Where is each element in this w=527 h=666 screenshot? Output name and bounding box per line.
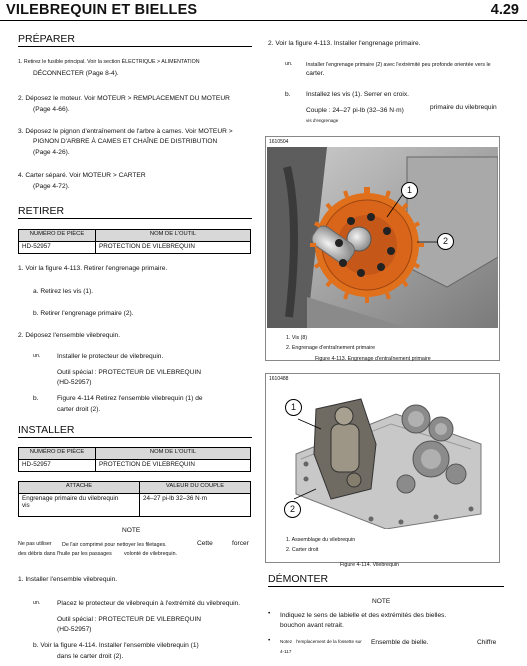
table-cell — [19, 494, 140, 517]
note-text: 4-117 — [280, 649, 292, 654]
table-header: NUMÉRO DE PIÈCE — [19, 448, 96, 460]
figure-legend: 1. Assemblage du vilebrequin — [286, 537, 356, 543]
note-text: Cette — [197, 540, 213, 547]
note-title: NOTE — [372, 598, 391, 605]
section-rule — [18, 437, 252, 438]
install-step-1: 1. Installer l'ensemble vilebrequin. — [18, 576, 118, 583]
section-rule — [268, 586, 504, 587]
remove-special-tool-number: (HD-52957) — [57, 379, 92, 386]
remove-step-2b-label: b. — [33, 395, 39, 402]
figure-legend: 2. Carter droit — [286, 547, 319, 553]
install-step-1b-cont: dans le carter droit (2). — [57, 653, 124, 660]
prep-step-4-cont: (Page 4-72). — [33, 183, 70, 190]
install-step-1a: Placez le protecteur de vilebrequin à l'extrémité du vilebrequin. — [57, 600, 241, 607]
section-title-install: INSTALLER — [18, 424, 75, 436]
section-rule — [18, 46, 252, 47]
note-text: Notez — [280, 639, 293, 644]
remove-step-2b-cont: carter droit (2). — [57, 406, 101, 413]
remove-special-tool: Outil spécial : PROTECTEUR DE VILEBREQUIN — [57, 369, 201, 376]
bullet: • — [268, 637, 271, 644]
bullet: • — [268, 610, 271, 617]
prep-step-1: 1. Retirez le fusible principal. Voir la section ÉLECTRIQUE > ALIMENTATION — [18, 59, 200, 65]
prep-step-1-cont: DÉCONNECTER (Page 8-4). — [33, 70, 119, 77]
figure-caption: Figure 4-114. Vilebrequin — [340, 562, 399, 568]
note-text: forcer — [232, 540, 249, 547]
install-tool-table — [18, 447, 251, 472]
table-header: VALEUR DU COUPLE — [140, 482, 251, 494]
note-text: l'emplacement de la fossette sur — [296, 639, 362, 644]
table-cell: 24–27 pi-lb 32–36 N·m — [140, 494, 251, 517]
note-text: volonté de vilebrequin. — [124, 551, 178, 557]
note-text: bielle et des extrémités des bielles. — [344, 612, 447, 619]
install-step-2b-label: b. — [285, 91, 291, 98]
figure-4-113 — [265, 136, 500, 361]
section-rule — [18, 218, 252, 219]
install-special-tool-number: (HD-52957) — [57, 626, 92, 633]
torque-spec: Couple : 24–27 pi-lb (32–36 N·m) — [306, 107, 404, 114]
table-header: ATTACHE — [19, 482, 140, 494]
table-header: NOM DE L'OUTIL — [96, 448, 251, 460]
note-text: Indiquez le sens de la — [280, 612, 344, 619]
note-text: des débris dans l'huile par les passages — [18, 551, 112, 557]
figure-legend: 1. Vis (8) — [286, 335, 308, 341]
section-title-remove: RETIRER — [18, 205, 65, 217]
figure-4-114 — [265, 373, 500, 563]
prep-step-2: 2. Déposez le moteur. Voir MOTEUR > REMPLACEMENT DU MOTEUR — [18, 95, 230, 102]
note-title: NOTE — [122, 527, 141, 534]
remove-step-2b: Figure 4-114 Retirez l'ensemble vilebrequin (1) de — [57, 395, 203, 402]
install-step-2: 2. Voir la figure 4-113. Installer l'engrenage primaire. — [268, 40, 421, 47]
remove-step-2a-label: un. — [33, 353, 41, 359]
prep-step-3: 3. Déposez le pignon d'entraînement de l'arbre à cames. Voir MOTEUR > — [18, 128, 233, 135]
note-text: De l'air comprimé pour nettoyer les filetages. — [62, 542, 167, 548]
table-header: NOM DE L'OUTIL — [96, 230, 251, 242]
note-text: Ensemble de bielle. — [371, 639, 429, 646]
primary-gear-illustration — [267, 147, 498, 328]
prep-step-2-cont: (Page 4-66). — [33, 106, 70, 113]
install-step-2a-label: un. — [285, 61, 293, 67]
callout-2: 2 — [284, 501, 301, 518]
torque-fastener-cont: vis — [22, 502, 30, 509]
figure-id: 1610488 — [269, 376, 289, 382]
table-cell: HD-52957 — [19, 460, 96, 472]
torque-spec-fastener-cont: vis d'engrenage — [306, 118, 339, 123]
torque-fastener: Engrenage primaire du vilebrequin — [22, 495, 119, 502]
callout-1: 1 — [285, 399, 302, 416]
callout-2: 2 — [437, 233, 454, 250]
section-title-disassemble: DÉMONTER — [268, 573, 329, 585]
torque-spec-fastener: primaire du vilebrequin — [430, 104, 497, 111]
note-text: Chiffre — [477, 639, 497, 646]
install-step-2a: Installer l'engrenage primaire (2) avec l'extrémité peu profonde orientée vers le — [306, 62, 491, 68]
remove-step-1: 1. Voir la figure 4-113. Retirer l'engrenage primaire. — [18, 265, 168, 272]
crankshaft-illustration — [276, 384, 491, 529]
table-cell: HD-52957 — [19, 242, 96, 254]
remove-step-1b: b. Retirer l'engrenage primaire (2). — [33, 310, 134, 317]
table-cell: PROTECTION DE VILEBREQUIN — [96, 242, 251, 254]
section-title-prep: PRÉPARER — [18, 33, 75, 45]
note-text: bouchon avant retrait. — [280, 622, 344, 629]
remove-step-2: 2. Déposez l'ensemble vilebrequin. — [18, 332, 121, 339]
install-step-1a-label: un. — [33, 600, 41, 606]
callout-1: 1 — [401, 182, 418, 199]
remove-tool-table — [18, 229, 251, 254]
install-step-2a-cont: carter. — [306, 70, 325, 77]
figure-caption: Figure 4-113. Engrenage d'entraînement primaire — [315, 356, 431, 362]
install-step-2b: Installez les vis (1). Serrer en croix. — [306, 91, 409, 98]
remove-step-1a: a. Retirez les vis (1). — [33, 288, 94, 295]
remove-step-2a: Installer le protecteur de vilebrequin. — [57, 353, 164, 360]
figure-id: 1610504 — [269, 139, 289, 145]
table-cell: PROTECTION DE VILEBREQUIN — [96, 460, 251, 472]
document-title: VILEBREQUIN ET BIELLES — [6, 2, 198, 18]
figure-legend: 2. Engrenage d'entraînement primaire — [286, 345, 376, 351]
prep-step-4: 4. Carter séparé. Voir MOTEUR > CARTER — [18, 172, 146, 179]
install-special-tool: Outil spécial : PROTECTEUR DE VILEBREQUIN — [57, 616, 201, 623]
install-step-1b: b. Voir la figure 4-114. Installer l'ensemble vilebrequin (1) — [33, 642, 199, 649]
page-number: 4.29 — [490, 2, 519, 18]
header-rule — [0, 20, 527, 21]
prep-step-3-cont: PIGNON D'ARBRE À CAMES ET CHAÎNE DE DISTRIBUTION — [33, 138, 218, 145]
note-text: Ne pas utiliser — [18, 541, 52, 547]
install-torque-table — [18, 481, 251, 517]
table-header: NUMÉRO DE PIÈCE — [19, 230, 96, 242]
prep-step-3-cont2: (Page 4-26). — [33, 149, 70, 156]
